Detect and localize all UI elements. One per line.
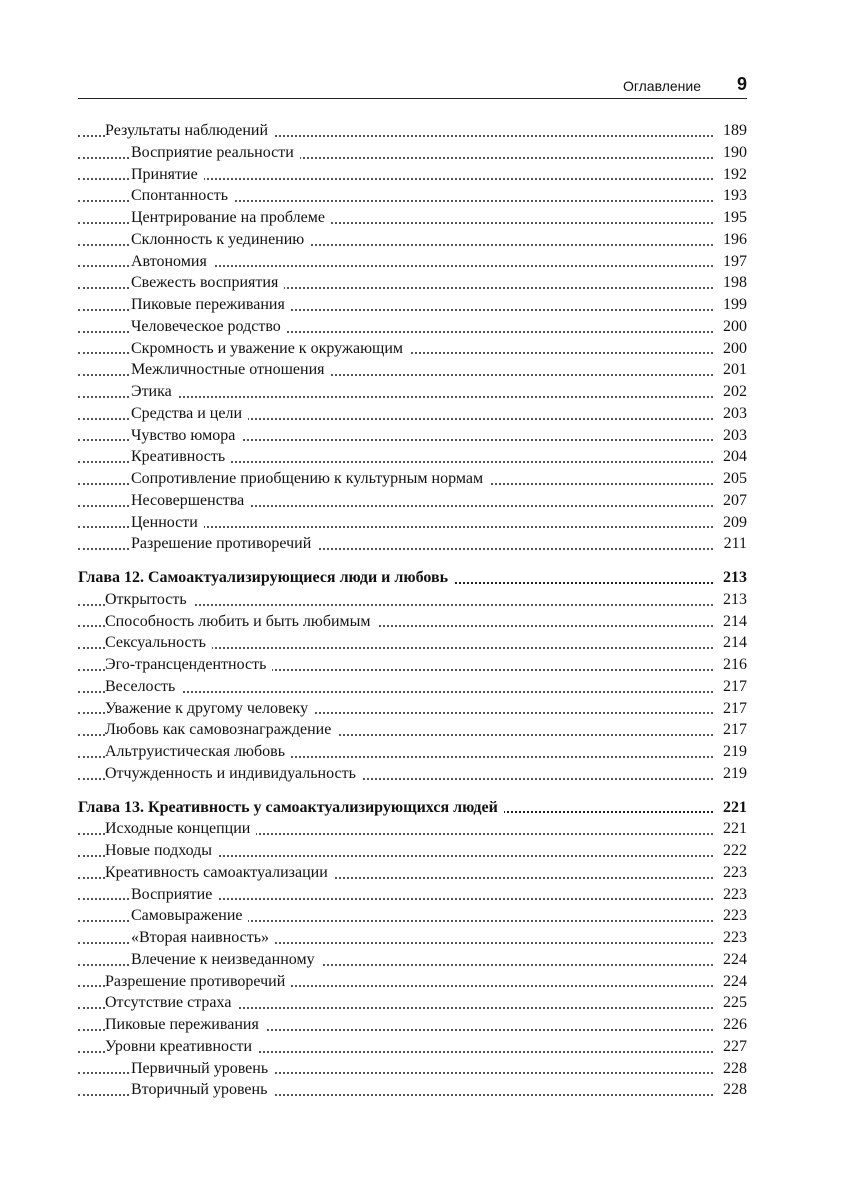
toc-entry[interactable] (78, 741, 747, 763)
toc-entry-page: 214 (720, 611, 747, 633)
toc-entry[interactable] (78, 185, 747, 207)
toc-entry-page: 219 (720, 741, 747, 763)
running-header (78, 74, 747, 99)
toc-entry-title: Склонность к уединению (131, 229, 310, 251)
toc-entry[interactable] (78, 1079, 747, 1101)
toc-entry-page: 190 (720, 142, 747, 164)
toc-entry[interactable] (78, 294, 747, 316)
toc-entry-page: 198 (720, 272, 747, 294)
header-title: Оглавление (622, 78, 701, 94)
toc-entry-title: Сексуальность (105, 632, 212, 654)
toc-entry[interactable] (78, 359, 747, 381)
toc-entry[interactable] (78, 381, 747, 403)
toc-entry[interactable] (78, 338, 747, 360)
toc-entry-title: Центрирование на проблеме (131, 207, 331, 229)
toc-entry-page: 228 (720, 1079, 747, 1101)
toc-entry-page: 223 (720, 862, 747, 884)
toc-entry-page: 204 (720, 446, 747, 468)
toc-entry-page: 197 (720, 251, 747, 273)
toc-entry-title: Чувство юмора (131, 425, 241, 447)
toc-entry[interactable] (78, 1058, 747, 1080)
toc-entry[interactable] (78, 992, 747, 1014)
toc-entry-page: 216 (720, 654, 747, 676)
toc-entry-page: 217 (720, 676, 747, 698)
toc-entry-title: Средства и цели (131, 403, 248, 425)
toc-entry[interactable] (78, 654, 747, 676)
toc-chapter-entry[interactable] (78, 797, 747, 819)
toc-entry-page: 221 (720, 797, 747, 819)
toc-entry-title: Отсутствие страха (105, 992, 237, 1014)
toc-entry-page: 217 (720, 719, 747, 741)
toc-entry-title: Исходные концепции (105, 818, 256, 840)
toc-entry-page: 203 (720, 425, 747, 447)
toc-entry-title: Принятие (131, 164, 204, 186)
toc-entry[interactable] (78, 272, 747, 294)
toc-entry-title: Сопротивление приобщению к культурным нормам (131, 468, 489, 490)
toc-entry-title: Восприятие реальности (131, 142, 300, 164)
toc-entry-page: 200 (720, 338, 747, 360)
toc-entry[interactable] (78, 698, 747, 720)
toc-entry-page: 192 (720, 164, 747, 186)
toc-entry-title: «Вторая наивность» (131, 927, 275, 949)
toc-entry[interactable] (78, 763, 747, 785)
toc-entry-title: Ценности (131, 512, 204, 534)
toc-entry-title: Отчужденность и индивидуальность (105, 763, 362, 785)
toc-entry-title: Разрешение противоречий (105, 971, 291, 993)
toc-chapter-entry[interactable] (78, 567, 747, 589)
toc-entry-title: Глава 12. Самоактуализирующиеся люди и любовь (78, 567, 454, 589)
toc-entry-title: Креативность (131, 446, 231, 468)
toc-entry[interactable] (78, 927, 747, 949)
toc-entry-page: 223 (720, 905, 747, 927)
toc-entry[interactable] (78, 676, 747, 698)
toc-entry[interactable] (78, 207, 747, 229)
toc-entry-page: 219 (720, 763, 747, 785)
toc-entry-page: 189 (720, 120, 747, 142)
toc-entry[interactable] (78, 818, 747, 840)
toc-entry-page: 221 (720, 818, 747, 840)
toc-entry-title: Первичный уровень (131, 1058, 274, 1080)
toc-entry-page: 193 (720, 185, 747, 207)
toc-entry-page: 223 (720, 927, 747, 949)
toc-entry-title: Уважение к другому человеку (105, 698, 314, 720)
toc-entry-page: 201 (720, 359, 747, 381)
toc-entry[interactable] (78, 468, 747, 490)
toc-entry-page: 222 (720, 840, 747, 862)
toc-entry[interactable] (78, 1036, 747, 1058)
toc-entry[interactable] (78, 490, 747, 512)
toc-entry[interactable] (78, 905, 747, 927)
toc-entry-page: 227 (720, 1036, 747, 1058)
toc-entry[interactable] (78, 120, 747, 142)
toc-entry[interactable] (78, 884, 747, 906)
toc-entry[interactable] (78, 164, 747, 186)
toc-entry-title: Несовершенства (131, 490, 250, 512)
toc-entry[interactable] (78, 446, 747, 468)
toc-entry[interactable] (78, 632, 747, 654)
toc-entry-page: 225 (720, 992, 747, 1014)
toc-entry-page: 195 (720, 207, 747, 229)
toc-entry-title: Скромность и уважение к окружающим (131, 338, 409, 360)
toc-entry-title: Уровни креативности (105, 1036, 258, 1058)
table-of-contents (78, 120, 747, 1101)
toc-entry[interactable] (78, 229, 747, 251)
toc-entry-page: 200 (720, 316, 747, 338)
toc-entry-title: Восприятие (131, 884, 218, 906)
toc-entry-title: Самовыражение (131, 905, 248, 927)
toc-entry-page: 213 (720, 589, 747, 611)
toc-entry[interactable] (78, 971, 747, 993)
toc-entry-title: Межличностные отношения (131, 359, 330, 381)
toc-entry[interactable] (78, 719, 747, 741)
toc-entry[interactable] (78, 611, 747, 633)
toc-entry-title: Способность любить и быть любимым (105, 611, 377, 633)
toc-entry-page: 224 (720, 949, 747, 971)
toc-entry[interactable] (78, 533, 747, 555)
toc-entry[interactable] (78, 316, 747, 338)
toc-entry[interactable] (78, 949, 747, 971)
toc-entry-title: Разрешение противоречий (131, 533, 317, 555)
toc-entry-title: Глава 13. Креативность у самоактуализирующихся людей (78, 797, 504, 819)
toc-entry-page: 214 (720, 632, 747, 654)
toc-entry-page: 196 (720, 229, 747, 251)
toc-entry-title: Спонтанность (131, 185, 234, 207)
toc-entry[interactable] (78, 512, 747, 534)
page-number: 9 (736, 74, 747, 94)
toc-entry-title: Креативность самоактуализации (105, 862, 334, 884)
toc-entry[interactable] (78, 251, 747, 273)
toc-entry-page: 224 (720, 971, 747, 993)
toc-entry[interactable] (78, 840, 747, 862)
toc-entry-page: 213 (720, 567, 747, 589)
toc-entry[interactable] (78, 862, 747, 884)
toc-entry-title: Пиковые переживания (131, 294, 291, 316)
toc-entry-title: Эго-трансцендентность (105, 654, 272, 676)
toc-entry[interactable] (78, 425, 747, 447)
toc-entry-title: Человеческое родство (131, 316, 287, 338)
toc-entry-page: 211 (721, 533, 747, 555)
toc-entry-title: Пиковые переживания (105, 1014, 265, 1036)
toc-entry-title: Этика (131, 381, 178, 403)
toc-entry-page: 228 (720, 1058, 747, 1080)
toc-entry-title: Любовь как самовознаграждение (105, 719, 337, 741)
toc-entry-page: 205 (720, 468, 747, 490)
toc-entry-title: Автономия (131, 251, 213, 273)
toc-entry-page: 226 (720, 1014, 747, 1036)
toc-entry-title: Свежесть восприятия (131, 272, 284, 294)
toc-entry-page: 209 (720, 512, 747, 534)
toc-entry-title: Веселость (105, 676, 181, 698)
toc-entry-title: Вторичный уровень (131, 1079, 273, 1101)
toc-entry[interactable] (78, 1014, 747, 1036)
toc-entry[interactable] (78, 142, 747, 164)
toc-entry-title: Влечение к неизведанному (131, 949, 321, 971)
toc-entry-page: 217 (720, 698, 747, 720)
toc-entry[interactable] (78, 403, 747, 425)
toc-entry-title: Альтруистическая любовь (105, 741, 291, 763)
toc-entry[interactable] (78, 589, 747, 611)
toc-entry-page: 207 (720, 490, 747, 512)
toc-entry-page: 199 (720, 294, 747, 316)
toc-entry-page: 202 (720, 381, 747, 403)
toc-entry-title: Результаты наблюдений (105, 120, 274, 142)
toc-entry-page: 203 (720, 403, 747, 425)
toc-entry-title: Открытость (105, 589, 193, 611)
toc-entry-page: 223 (720, 884, 747, 906)
toc-entry-title: Новые подходы (105, 840, 218, 862)
